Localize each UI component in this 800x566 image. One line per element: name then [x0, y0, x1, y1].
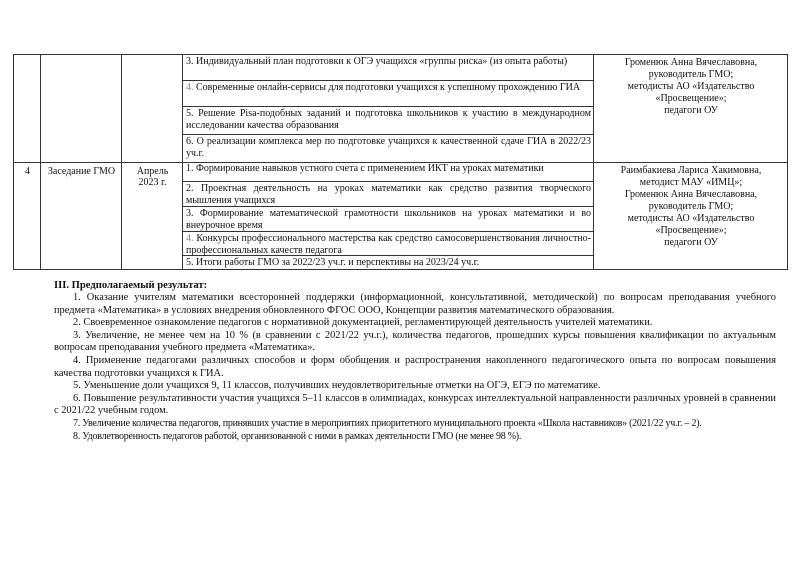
table-row-item	[183, 256, 594, 270]
result-paragraph: 3. Увеличение, не менее чем на 10 % (в сравнении с 2021/22 уч.г.), количества педагогов, прошедших курсы повышения квалификации по актуальным вопросам преподавания учебного предмета «Математика».	[54, 329, 776, 354]
date-month: Апрель	[136, 166, 169, 177]
responsible-line: Громенюк Анна Вячеславовна,	[624, 189, 758, 200]
responsible-line: педагоги ОУ	[664, 105, 718, 116]
table-row-item	[183, 182, 594, 207]
result-paragraph: 6. Повышение результативности участия учащихся 5–11 классов в олимпиадах, конкурсах интеллектуальной направленности различных уровней в сравнении с 2021/22 учебным годом.	[54, 392, 776, 417]
responsible-line: руководитель ГМО;	[648, 201, 734, 212]
event-name: Заседание ГМО	[47, 166, 116, 177]
table-row-item	[183, 162, 594, 182]
item-number: 4.	[186, 233, 194, 244]
item-number: 1.	[186, 163, 194, 174]
item-number: 5.	[186, 108, 194, 119]
table-row-item	[183, 107, 594, 135]
item-number: 3.	[186, 56, 194, 67]
item-number: 4.	[186, 82, 194, 93]
item-number: 6.	[186, 136, 194, 147]
section-heading: III. Предполагаемый результат:	[54, 280, 208, 291]
responsible-line: руководитель ГМО;	[648, 69, 734, 80]
responsible-line: методисты АО «Издательство	[627, 213, 755, 224]
result-paragraph: 5. Уменьшение доли учащихся 9, 11 классов, получивших неудовлетворительные отметки на ОГЭ, ЕГЭ по математике.	[73, 380, 601, 392]
item-number: 5.	[186, 257, 194, 268]
item-text: Индивидуальный план подготовки к ОГЭ учащихся «группы риска» (из опыта работы)	[196, 56, 568, 67]
table-row-item	[183, 232, 594, 256]
result-paragraph: 2. Своевременное ознакомление педагогов с нормативной документацией, регламентирующей деятельность учителей математики.	[73, 317, 653, 329]
item-text: О реализации комплекса мер по подготовке учащихся к качественной сдаче ГИА в 2022/23 уч.г.	[186, 136, 591, 159]
table-row-item	[183, 55, 594, 81]
responsible-line: педагоги ОУ	[664, 237, 718, 248]
result-paragraph: 8. Удовлетворенность педагогов работой, организованной с ними в рамках деятельности ГМО (не менее 98 %).	[73, 430, 522, 442]
result-paragraph: 4. Применение педагогами различных способов и форм обобщения и распространения накопленного педагогического опыта по вопросам повышения качества подготовки учащихся к ГИА.	[54, 354, 776, 379]
item-number: 2.	[186, 183, 194, 194]
responsible-line: «Просвещение»;	[655, 93, 727, 104]
responsible-line: «Просвещение»;	[655, 225, 727, 236]
responsible-cell	[594, 57, 788, 117]
event-date	[122, 166, 183, 188]
item-text: Проектная деятельность на уроках математики как средство развития творческого мышления учащихся	[186, 183, 592, 206]
date-year: 2023 г.	[138, 177, 167, 188]
responsible-line: Громенюк Анна Вячеславовна,	[624, 57, 758, 68]
table-row-item	[183, 81, 594, 107]
result-paragraph: 7. Увеличение количества педагогов, принявших участие в мероприятиях приоритетного муниципального проекта «Школа наставников» (2021/22 уч.г. – 2).	[73, 417, 702, 429]
item-text: Итоги работы ГМО за 2022/23 уч.г. и перспективы на 2023/24 уч.г.	[196, 257, 480, 268]
expected-results-section	[54, 279, 776, 443]
events-table	[13, 54, 788, 270]
row-number: 4	[25, 166, 30, 177]
responsible-line: Раимбакиева Лариса Хакимовна,	[620, 165, 762, 176]
item-text: Формирование навыков устного счета с применением ИКТ на уроках математики	[196, 163, 544, 174]
result-paragraph: 1. Оказание учителям математики всесторонней поддержки (информационной, консультативной, методической) по вопросам преподавания учебного предмета «Математика» в условиях внедрения обновленного ФГОС ООО, Концепции развития математического образования.	[54, 292, 776, 316]
table-row-item	[183, 207, 594, 232]
item-number: 3.	[186, 208, 194, 219]
item-text: Формирование математической грамотности школьников на уроках математики и во внеурочное время	[186, 208, 591, 231]
responsible-line: методист МАУ «ИМЦ»;	[639, 177, 743, 188]
responsible-cell	[594, 165, 788, 249]
item-text: Конкурсы профессионального мастерства как средство самосовершенствования личностно-профессиональных качеств педагога	[186, 233, 591, 256]
responsible-line: методисты АО «Издательство	[627, 81, 755, 92]
table-row-item	[183, 135, 594, 162]
item-text: Решение Pisa-подобных заданий и подготовка школьников к участию в международном исследовании качества образования	[186, 108, 592, 131]
item-text: Современные онлайн-сервисы для подготовки учащихся к успешному прохождению ГИА	[196, 82, 581, 93]
